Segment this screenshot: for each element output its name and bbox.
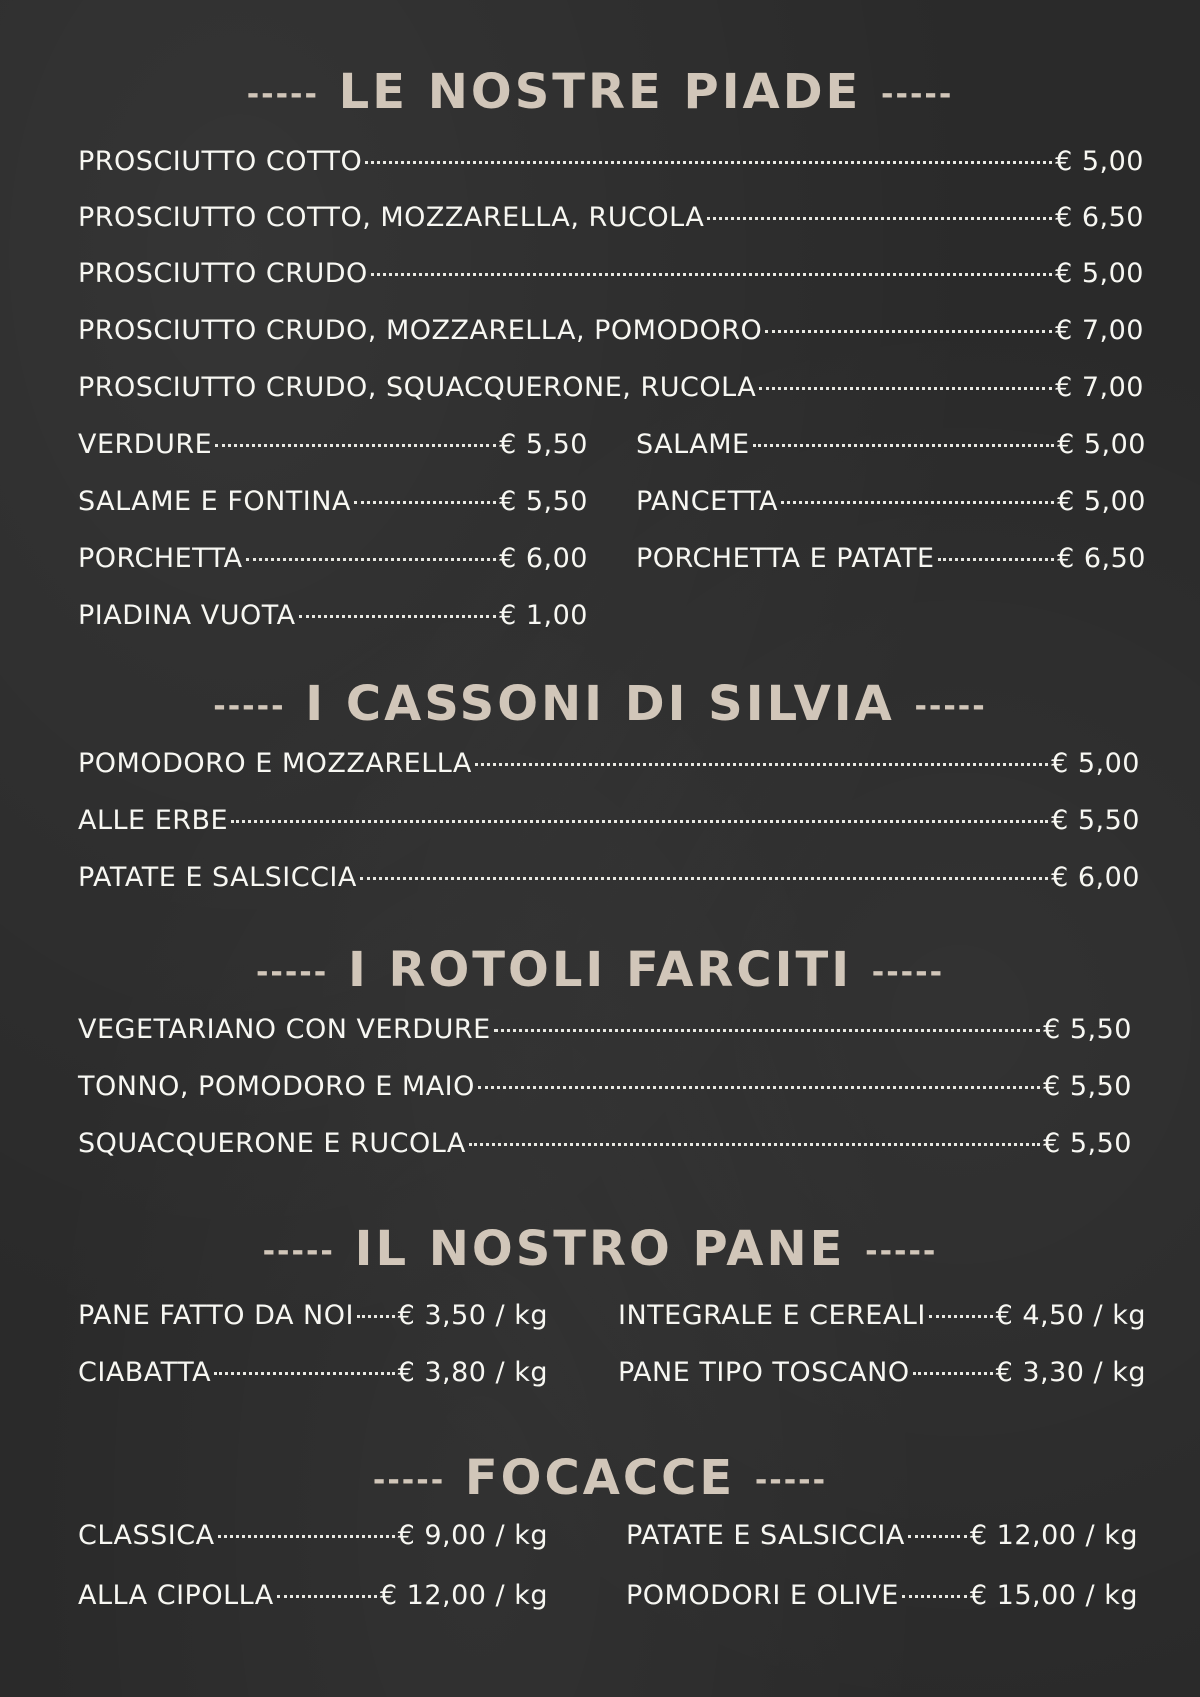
leader-dots: [929, 1315, 993, 1318]
menu-item: [78, 142, 1144, 182]
item-price: € 5,00: [1055, 258, 1144, 289]
menu-item: [618, 1296, 1146, 1336]
item-price: € 7,00: [1055, 372, 1144, 403]
title-dash-right: -----: [881, 77, 954, 112]
menu-item: [78, 1296, 548, 1336]
item-name: PROSCIUTTO CRUDO: [78, 258, 368, 289]
menu-item: [78, 596, 588, 636]
menu-item: [78, 482, 588, 522]
section-title-rotoli: [0, 942, 1200, 1001]
leader-dots: [360, 877, 1048, 880]
leader-dots: [753, 444, 1055, 447]
leader-dots: [214, 1372, 395, 1375]
menu-item: [626, 1516, 1138, 1556]
item-name: ALLA CIPOLLA: [78, 1580, 274, 1611]
menu-item: [78, 1516, 548, 1556]
leader-dots: [218, 1535, 395, 1538]
leader-dots: [908, 1535, 967, 1538]
item-name: PANE FATTO DA NOI: [78, 1300, 354, 1331]
item-price: € 1,00: [499, 600, 588, 631]
item-price: € 5,50: [1043, 1128, 1132, 1159]
menu-item: [78, 198, 1144, 238]
item-name: CLASSICA: [78, 1520, 215, 1551]
item-name: CIABATTA: [78, 1357, 212, 1388]
leader-dots: [913, 1372, 993, 1375]
item-name: TONNO, POMODORO E MAIO: [78, 1071, 475, 1102]
item-price: € 12,00 / kg: [969, 1520, 1138, 1551]
section-title-text: LE NOSTRE PIADE: [338, 64, 862, 120]
item-name: SALAME: [636, 429, 750, 460]
item-name: PROSCIUTTO CRUDO, SQUACQUERONE, RUCOLA: [78, 372, 757, 403]
item-price: € 15,00 / kg: [969, 1580, 1138, 1611]
menu-item: [78, 1010, 1132, 1050]
leader-dots: [759, 387, 1052, 390]
leader-dots: [938, 558, 1055, 561]
item-name: PATATE E SALSICCIA: [626, 1520, 905, 1551]
leader-dots: [371, 273, 1052, 276]
section-title-text: I CASSONI DI SILVIA: [305, 676, 895, 732]
menu-item: [78, 425, 588, 465]
item-price: € 6,00: [499, 543, 588, 574]
item-name: VERDURE: [78, 429, 213, 460]
menu-item: [636, 482, 1146, 522]
title-dash-right: -----: [871, 955, 945, 990]
leader-dots: [277, 1595, 377, 1598]
leader-dots: [231, 820, 1048, 823]
item-price: € 5,50: [499, 429, 588, 460]
section-title-text: FOCACCE: [464, 1450, 736, 1506]
item-price: € 5,00: [1055, 146, 1144, 177]
menu-item: [618, 1353, 1146, 1393]
item-name: PANCETTA: [636, 486, 779, 517]
item-name: PANE TIPO TOSCANO: [618, 1357, 910, 1388]
menu-item: [636, 425, 1146, 465]
item-price: € 5,50: [1051, 805, 1140, 836]
leader-dots: [469, 1143, 1040, 1146]
leader-dots: [299, 615, 497, 618]
item-name: PIADINA VUOTA: [78, 600, 296, 631]
menu-item: [78, 1576, 548, 1616]
item-price: € 6,50: [1057, 543, 1146, 574]
item-price: € 5,00: [1051, 748, 1140, 779]
menu-item: [78, 311, 1144, 351]
title-dash-right: -----: [865, 1234, 938, 1269]
item-name: PORCHETTA: [78, 543, 243, 574]
menu-item: [78, 254, 1144, 294]
item-name: PATATE E SALSICCIA: [78, 862, 357, 893]
section-title-piade: [0, 64, 1200, 123]
item-price: € 12,00 / kg: [379, 1580, 548, 1611]
section-title-focacce: [0, 1450, 1200, 1509]
item-price: € 5,50: [499, 486, 588, 517]
item-price: € 5,00: [1057, 486, 1146, 517]
item-name: VEGETARIANO CON VERDURE: [78, 1014, 491, 1045]
menu-item: [78, 539, 588, 579]
item-price: € 5,50: [1043, 1014, 1132, 1045]
title-dash-left: -----: [372, 1463, 446, 1498]
section-title-cassoni: [0, 676, 1200, 735]
item-price: € 3,30 / kg: [995, 1357, 1146, 1388]
item-name: INTEGRALE E CEREALI: [618, 1300, 926, 1331]
item-name: SQUACQUERONE E RUCOLA: [78, 1128, 466, 1159]
item-price: € 6,00: [1051, 862, 1140, 893]
leader-dots: [357, 1315, 395, 1318]
leader-dots: [365, 161, 1052, 164]
item-price: € 7,00: [1055, 315, 1144, 346]
menu-item: [78, 1124, 1132, 1164]
item-price: € 6,50: [1055, 202, 1144, 233]
menu-item: [78, 368, 1144, 408]
title-dash-left: -----: [262, 1234, 335, 1269]
leader-dots: [354, 501, 496, 504]
leader-dots: [765, 330, 1052, 333]
item-name: PROSCIUTTO COTTO, MOZZARELLA, RUCOLA: [78, 202, 705, 233]
leader-dots: [215, 444, 496, 447]
leader-dots: [781, 501, 1054, 504]
menu-item: [78, 801, 1140, 841]
leader-dots: [707, 217, 1052, 220]
menu-item: [78, 1067, 1132, 1107]
leader-dots: [494, 1029, 1040, 1032]
leader-dots: [902, 1595, 967, 1598]
item-price: € 3,50 / kg: [397, 1300, 548, 1331]
menu-item: [636, 539, 1146, 579]
leader-dots: [475, 763, 1048, 766]
item-price: € 4,50 / kg: [995, 1300, 1146, 1331]
leader-dots: [246, 558, 497, 561]
item-name: POMODORO E MOZZARELLA: [78, 748, 472, 779]
item-name: SALAME E FONTINA: [78, 486, 351, 517]
title-dash-right: -----: [914, 689, 987, 724]
menu-item: [78, 858, 1140, 898]
menu-item: [626, 1576, 1138, 1616]
menu-item: [78, 744, 1140, 784]
title-dash-left: -----: [213, 689, 286, 724]
item-price: € 5,00: [1057, 429, 1146, 460]
title-dash-left: -----: [255, 955, 329, 990]
item-price: € 9,00 / kg: [397, 1520, 548, 1551]
title-dash-left: -----: [246, 77, 319, 112]
title-dash-right: -----: [754, 1463, 828, 1498]
item-name: PROSCIUTTO CRUDO, MOZZARELLA, POMODORO: [78, 315, 763, 346]
item-price: € 3,80 / kg: [397, 1357, 548, 1388]
item-name: PORCHETTA E PATATE: [636, 543, 935, 574]
leader-dots: [478, 1086, 1040, 1089]
item-name: ALLE ERBE: [78, 805, 229, 836]
section-title-text: I ROTOLI FARCITI: [347, 942, 853, 998]
menu-item: [78, 1353, 548, 1393]
item-name: PROSCIUTTO COTTO: [78, 146, 363, 177]
section-title-text: IL NOSTRO PANE: [354, 1221, 846, 1277]
section-title-pane: [0, 1221, 1200, 1280]
item-name: POMODORI E OLIVE: [626, 1580, 899, 1611]
item-price: € 5,50: [1043, 1071, 1132, 1102]
